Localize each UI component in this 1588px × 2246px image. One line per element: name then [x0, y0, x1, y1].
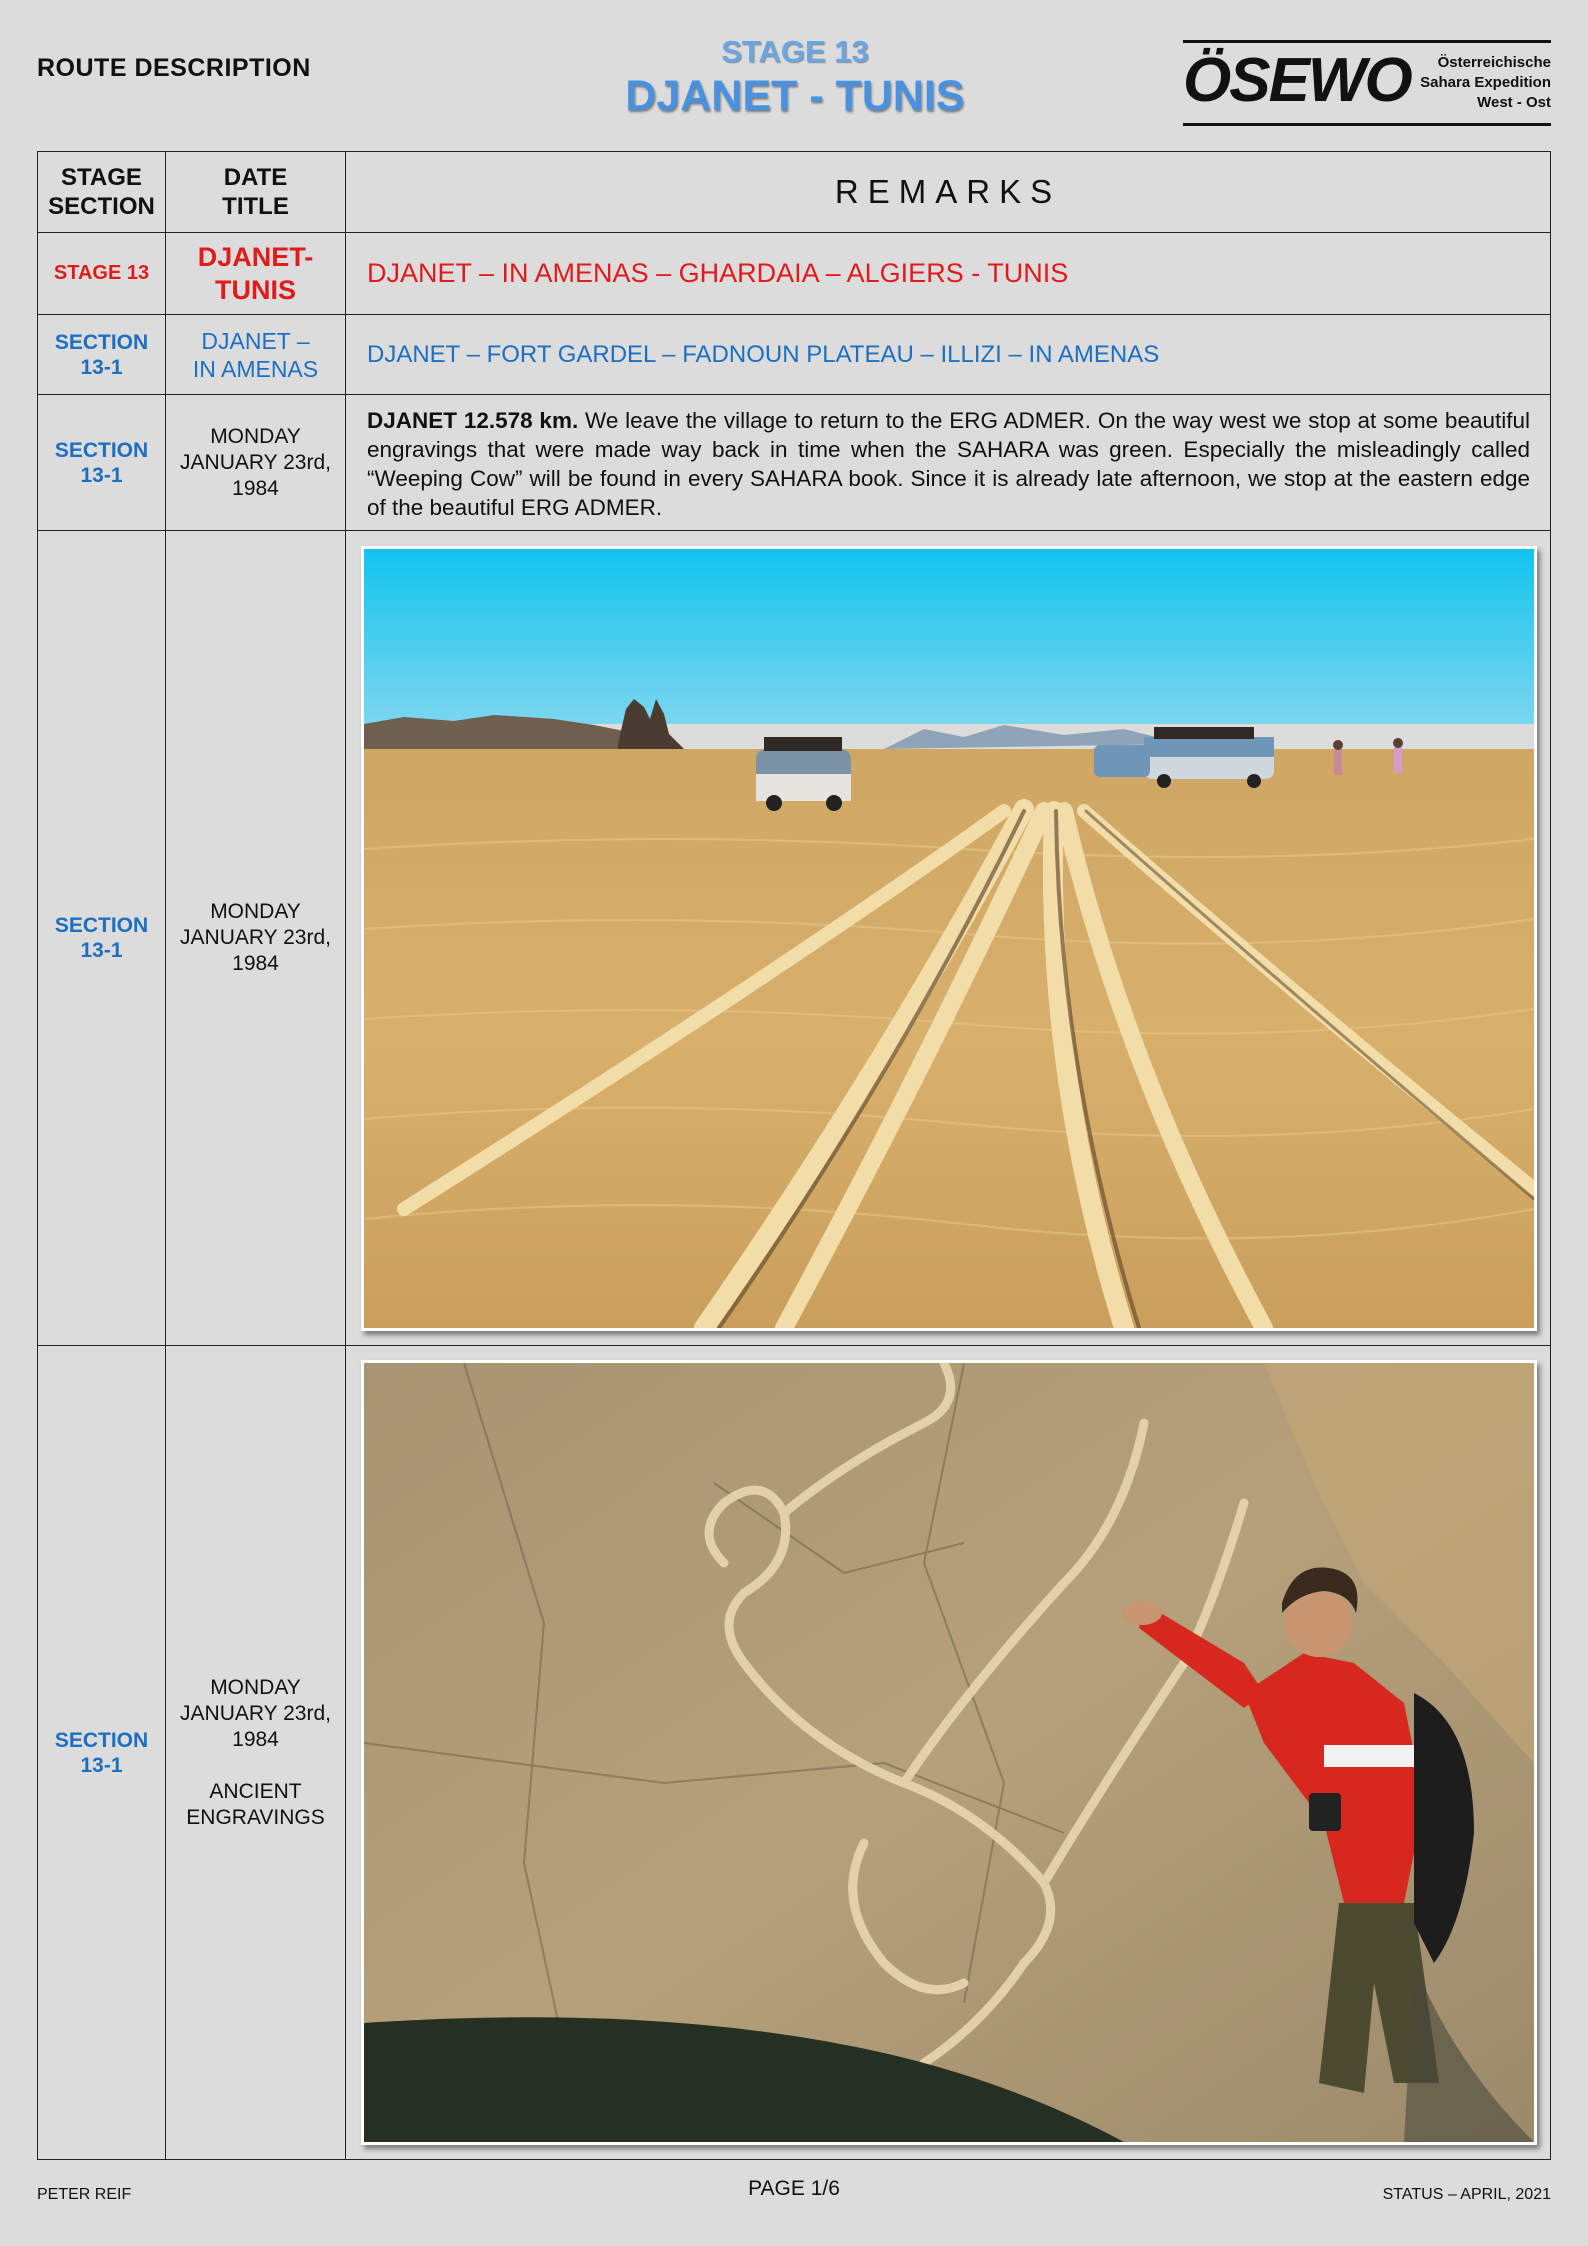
desert-photo: [361, 546, 1537, 1331]
route-table: [37, 151, 1551, 2160]
section-label: SECTION 13-1: [38, 395, 166, 531]
van-left: [756, 737, 851, 811]
photo-row-desert: [38, 531, 1551, 1346]
osewo-logo: [1183, 40, 1551, 126]
logo-line-3: West - Ost: [1477, 94, 1551, 111]
logo-wordmark: ÖSEWO: [1183, 46, 1411, 115]
stage-route: DJANET – IN AMENAS – GHARDAIA – ALGIERS - TUNIS: [346, 233, 1551, 315]
date-cell: MONDAY JANUARY 23rd, 1984: [166, 395, 346, 531]
section-row: [38, 315, 1551, 395]
photo-cell: [346, 531, 1551, 1346]
stage-title: DJANET- TUNIS: [166, 233, 346, 315]
footer-page-number: PAGE 1/6: [748, 2177, 840, 2200]
engravings-photo: [361, 1360, 1537, 2145]
section-title: DJANET – IN AMENAS: [166, 315, 346, 395]
logo-subtitle: [1420, 53, 1551, 113]
photo-cell: [346, 1346, 1551, 2160]
remarks-bold-lead: DJANET 12.578 km.: [367, 407, 579, 433]
section-label: SECTION 13-1: [38, 315, 166, 395]
page-header-title: [560, 34, 1030, 121]
engravings-photo-image: [364, 1363, 1534, 2142]
stage-row: [38, 233, 1551, 315]
desert-photo-image: [364, 549, 1534, 1328]
table-header-row: [38, 152, 1551, 233]
stage-label: STAGE 13: [38, 233, 166, 315]
footer-status: STATUS – APRIL, 2021: [1382, 2186, 1551, 2203]
section-label: SECTION 13-1: [38, 1346, 166, 2160]
col-remarks-header: REMARKS: [346, 152, 1551, 233]
stage-heading: STAGE 13: [721, 34, 869, 69]
col-date-title-header: DATE TITLE: [166, 152, 346, 233]
remarks-body: We leave the village to return to the ERG ADMER. On the way west we stop at some beautiful engravings that were made way back in time when the SAHARA was green. Especially the misleadingly called “Weeping Cow” will be found in every SAHARA book. Since it is already late afternoon, we stop at the eastern edge of the beautiful ERG ADMER.: [367, 407, 1530, 520]
remarks-paragraph: [346, 395, 1551, 531]
date-title-cell: MONDAY JANUARY 23rd, 1984 ANCIENT ENGRAVINGS: [166, 1346, 346, 2160]
section-route: DJANET – FORT GARDEL – FADNOUN PLATEAU – ILLIZI – IN AMENAS: [346, 315, 1551, 395]
doc-type-label: ROUTE DESCRIPTION: [37, 54, 311, 82]
photo-row-engravings: [38, 1346, 1551, 2160]
remarks-text-row: [38, 395, 1551, 531]
logo-line-2: Sahara Expedition: [1420, 74, 1551, 91]
logo-line-1: Österreichische: [1437, 54, 1551, 71]
footer-author: PETER REIF: [37, 2186, 132, 2203]
section-label: SECTION 13-1: [38, 531, 166, 1346]
col-stage-section-header: STAGE SECTION: [38, 152, 166, 233]
route-heading: DJANET - TUNIS: [625, 72, 965, 120]
date-cell: MONDAY JANUARY 23rd, 1984: [166, 531, 346, 1346]
